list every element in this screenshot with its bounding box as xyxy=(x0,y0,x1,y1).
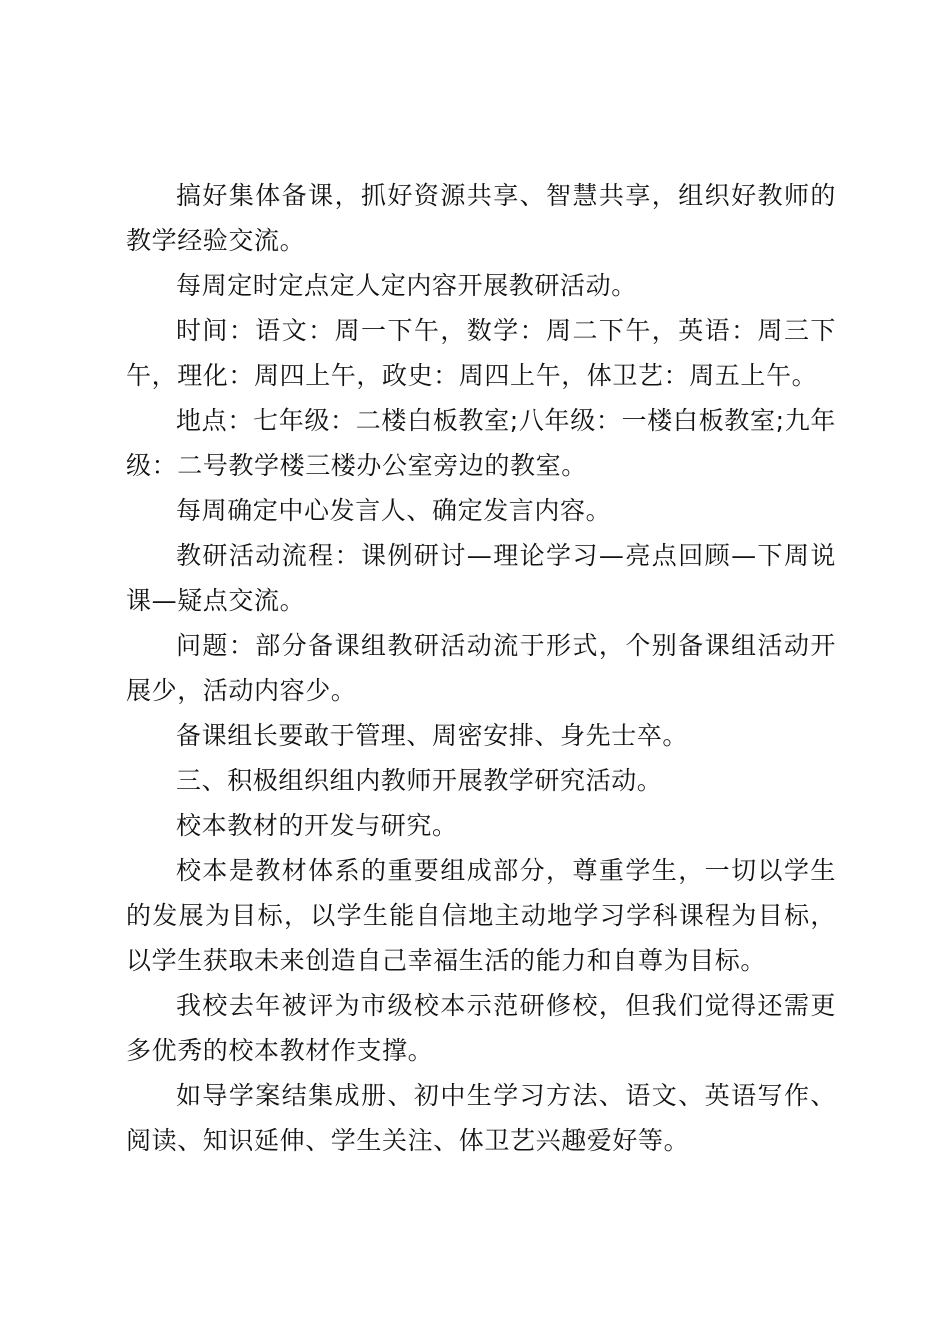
paragraph-school-textbook: 校本教材的开发与研究。 xyxy=(176,811,458,840)
paragraph-weekly-research: 每周定时定点定人定内容开展教研活动。 xyxy=(176,271,637,300)
paragraph-schedule-location: 地点：七年级：二楼白板教室;八年级：一楼白板教室;九年级：二号教学楼三楼办公室旁边的教室。 xyxy=(126,406,836,480)
paragraph-examples: 如导学案结集成册、初中生学习方法、语文、英语写作、阅读、知识延伸、学生关注、体卫艺兴趣爱好等。 xyxy=(126,1081,836,1155)
paragraph-collective-lesson-prep: 搞好集体备课，抓好资源共享、智慧共享，组织好教师的教学经验交流。 xyxy=(126,181,836,255)
paragraph-speaker: 每周确定中心发言人、确定发言内容。 xyxy=(176,496,612,525)
paragraph-schedule-time: 时间：语文：周一下午，数学：周二下午，英语：周三下午，理化：周四上午，政史：周四上午，体卫艺：周五上午。 xyxy=(126,316,836,390)
paragraph-problems: 问题：部分备课组教研活动流于形式，个别备课组活动开展少，活动内容少。 xyxy=(126,631,836,705)
paragraph-school-based-goals: 校本是教材体系的重要组成部分，尊重学生，一切以学生的发展为目标，以学生能自信地主动地学习学科课程为目标，以学生获取未来创造自己幸福生活的能力和自尊为目标。 xyxy=(126,856,836,975)
paragraph-demonstration-school: 我校去年被评为市级校本示范研修校，但我们觉得还需更多优秀的校本教材作支撑。 xyxy=(126,991,836,1065)
paragraph-process: 教研活动流程：课例研讨—理论学习—亮点回顾—下周说课—疑点交流。 xyxy=(126,541,836,615)
section-heading-research-activities: 三、积极组织组内教师开展教学研究活动。 xyxy=(176,766,663,795)
document-body xyxy=(126,173,836,1163)
paragraph-group-leader: 备课组长要敢于管理、周密安排、身先士卒。 xyxy=(176,721,689,750)
